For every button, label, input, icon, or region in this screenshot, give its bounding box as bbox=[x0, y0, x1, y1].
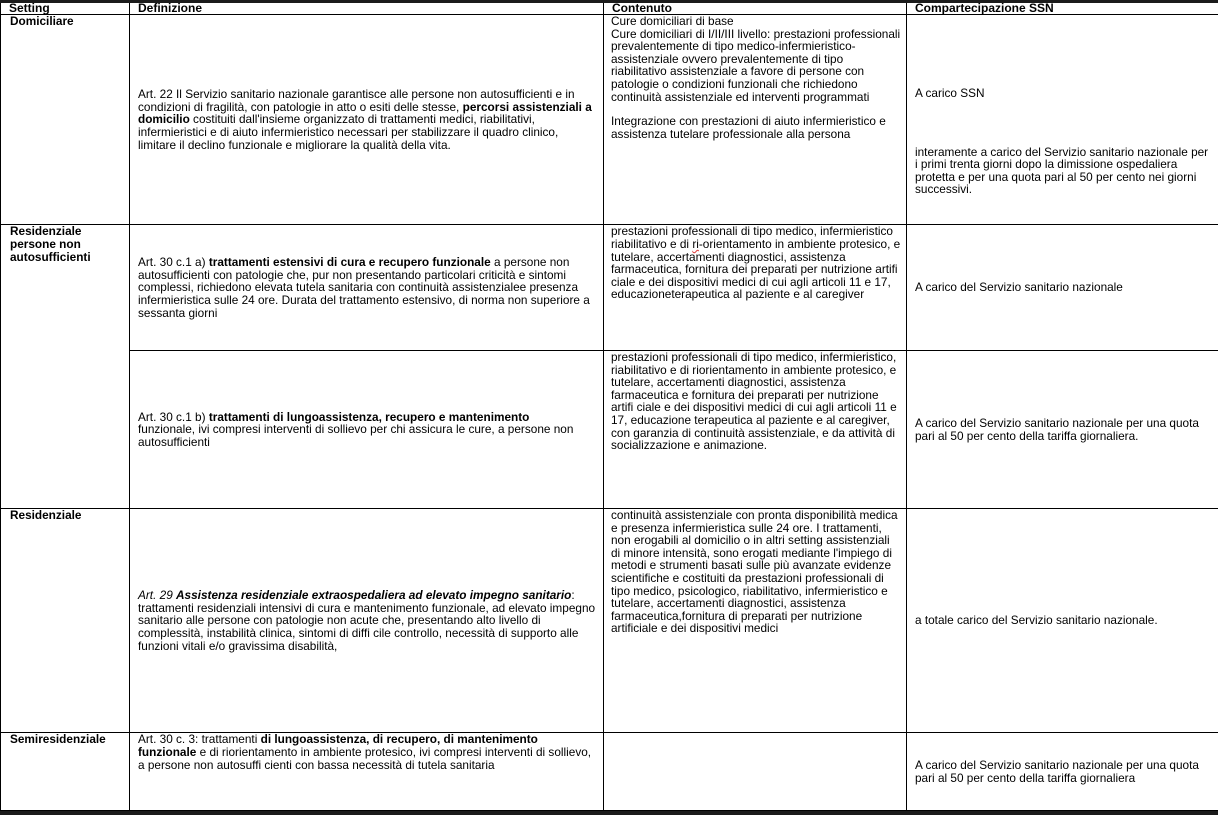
table-row-residenziale-na bbox=[1, 225, 1218, 351]
definizione-italic: Art. 29 bbox=[138, 588, 177, 603]
contenuto-text: prestazioni professionali di tipo medico, infermieristico riabilitativo e di bbox=[611, 224, 893, 251]
compartecipazione-text: interamente a carico del Servizio sanitario nazionale per i primi trenta giorni dopo la dimissione ospedaliera protetta e per una quota pari al 50 per cento nei giorni successivi. bbox=[915, 144, 1209, 197]
contenuto-text: -orientamento in ambiente protesico, e tutelare, accertamenti diagnostici, assistenza farmaceutica, fornitura dei preparati per nutrizione artifi ciale e dei dispositivi medici di cui agli articoli 11 e 17, educazioneterapeutica al paziente e al caregiver bbox=[611, 236, 901, 302]
definizione-text: costituiti dall'insieme organizzato di trattamenti medici, riabilitativi, infermieristici e di aiuto infermieristico necessari per stabilizzare il quadro clinico, limitare il declino funzionale e migliorare la qualità della vita. bbox=[138, 112, 559, 152]
contenuto-cell bbox=[604, 733, 907, 811]
lea-settings-table bbox=[0, 3, 1218, 811]
definizione-cell bbox=[130, 225, 604, 351]
compartecipazione-cell: A carico del Servizio sanitario nazionale per una quota pari al 50 per cento della tariffa giornaliera. bbox=[907, 351, 1218, 509]
definizione-bold: trattamenti di lungoassistenza, recupero e mantenimento bbox=[208, 409, 530, 424]
definizione-cell bbox=[130, 509, 604, 733]
contenuto-cell bbox=[604, 225, 907, 351]
contenuto-line: Cure domiciliari di I/II/III livello: prestazioni professionali prevalentemente di tipo medico-infermieristico-assistenziale ovvero prevalentemente di tipo riabilitativo assistenziale a favore di persone con patologie o condizioni funzionali che richiedono continuità assistenziale ed interventi programmati bbox=[611, 26, 901, 104]
compartecipazione-cell: a totale carico del Servizio sanitario nazionale. bbox=[907, 509, 1218, 733]
table-row-residenziale bbox=[1, 509, 1218, 733]
table-row-residenziale-na-b bbox=[1, 351, 1218, 509]
definizione-cell bbox=[130, 733, 604, 811]
setting-cell: Semiresidenziale bbox=[1, 733, 130, 811]
contenuto-cell: prestazioni professionali di tipo medico, infermieristico, riabilitativo e di riorientamento in ambiente protesico, e tutelare, accertamenti diagnostici, assistenza farmaceutica e fornitura dei preparati per nutrizione artifi ciale e dei dispositivi medici di cui agli articoli 11 e 17, educazione terapeutica al paziente e al caregiver, con garanzia di continuità assistenziale, e da attività di socializzazione e animazione. bbox=[604, 351, 907, 509]
setting-cell: Residenziale bbox=[1, 509, 130, 733]
compartecipazione-cell bbox=[907, 15, 1218, 225]
setting-cell: Domiciliare bbox=[1, 15, 130, 225]
header-contenuto: Contenuto bbox=[604, 3, 907, 15]
definizione-cell bbox=[130, 15, 604, 225]
header-definizione: Definizione bbox=[130, 3, 604, 15]
setting-cell: Residenziale persone non autosufficienti bbox=[1, 225, 130, 509]
definizione-text: a persone non autosufficienti con patologie che, pur non presentando particolari criticità e sintomi complessi, richiedono elevata tutela sanitaria con continuità assistenzialee presenza infermieristica sulle 24 ore. Durata del trattamento estensivo, di norma non superiore a sessanta giorni bbox=[138, 255, 590, 320]
definizione-text: Art. 30 c.1 b) bbox=[138, 409, 209, 424]
definizione-bold: percorsi assistenziali a domicilio bbox=[138, 99, 592, 127]
header-compartecipazione: Compartecipazione SSN bbox=[907, 3, 1218, 15]
spellcheck-mark: ri bbox=[692, 236, 699, 251]
document-page bbox=[0, 3, 1218, 811]
definizione-bold: di lungoassistenza, di recupero, di mantenimento funzionale bbox=[138, 732, 538, 760]
definizione-text: e di riorientamento in ambiente protesico, ivi compresi interventi di sollievo, a persone non autosuffi cienti con bassa necessità di tutela sanitaria bbox=[138, 745, 592, 772]
table-header-row bbox=[1, 3, 1218, 15]
definizione-text: Art. 22 Il Servizio sanitario nazionale garantisce alle persone non autosufficienti e in condizioni di fragilità, con patologie in atto o esiti delle stesse, bbox=[138, 87, 575, 114]
definizione-text: Art. 30 c. 3: trattamenti bbox=[138, 732, 261, 747]
table-row-domiciliare bbox=[1, 15, 1218, 225]
contenuto-line: Cure domiciliari di base bbox=[611, 14, 734, 28]
definizione-text: Art. 30 c.1 a) bbox=[138, 255, 209, 270]
contenuto-cell: continuità assistenziale con pronta disponibilità medica e presenza infermieristica sulle 24 ore. I trattamenti, non erogabili al domicilio o in altri setting assistenziali di minore intensità, sono erogati mediante l'impiego di metodi e strumenti basati sulle più avanzate evidenze scientifiche e costituiti da prestazioni professionali di tipo medico, psicologico, riabilitativo, infermieristico e tutelare, accertamenti diagnostici, assistenza farmaceutica,fornitura di preparati per nutrizione artificiale e dei dispositivi medici bbox=[604, 509, 907, 733]
table-row-semiresidenziale bbox=[1, 733, 1218, 811]
definizione-bold: trattamenti estensivi di cura e recupero funzionale bbox=[208, 255, 491, 270]
compartecipazione-cell: A carico del Servizio sanitario nazionale bbox=[907, 225, 1218, 351]
definizione-cell bbox=[130, 351, 604, 509]
header-setting: Setting bbox=[1, 3, 130, 15]
contenuto-cell bbox=[604, 15, 907, 225]
compartecipazione-cell: A carico del Servizio sanitario nazionale per una quota pari al 50 per cento della tariffa giornaliera bbox=[907, 733, 1218, 811]
definizione-text: : trattamenti residenziali intensivi di cura e mantenimento funzionale, ad elevato impegno sanitario alle persone con patologie non acute che, presentando alto livello di complessità, instabilità clinica, sintomi di diffi cile controllo, necessità di supporto alle funzioni vitali e/o gravissima disabilità, bbox=[138, 588, 596, 653]
definizione-bold-italic: Assistenza residenziale extraospedaliera ad elevato impegno sanitario bbox=[176, 588, 572, 603]
contenuto-line: Integrazione con prestazioni di aiuto infermieristico e assistenza tutelare professionale alla persona bbox=[611, 114, 886, 141]
definizione-text: funzionale, ivi compresi interventi di sollievo per chi assicura le cure, a persone non autosufficienti bbox=[138, 422, 574, 449]
compartecipazione-text: A carico SSN bbox=[915, 86, 985, 100]
